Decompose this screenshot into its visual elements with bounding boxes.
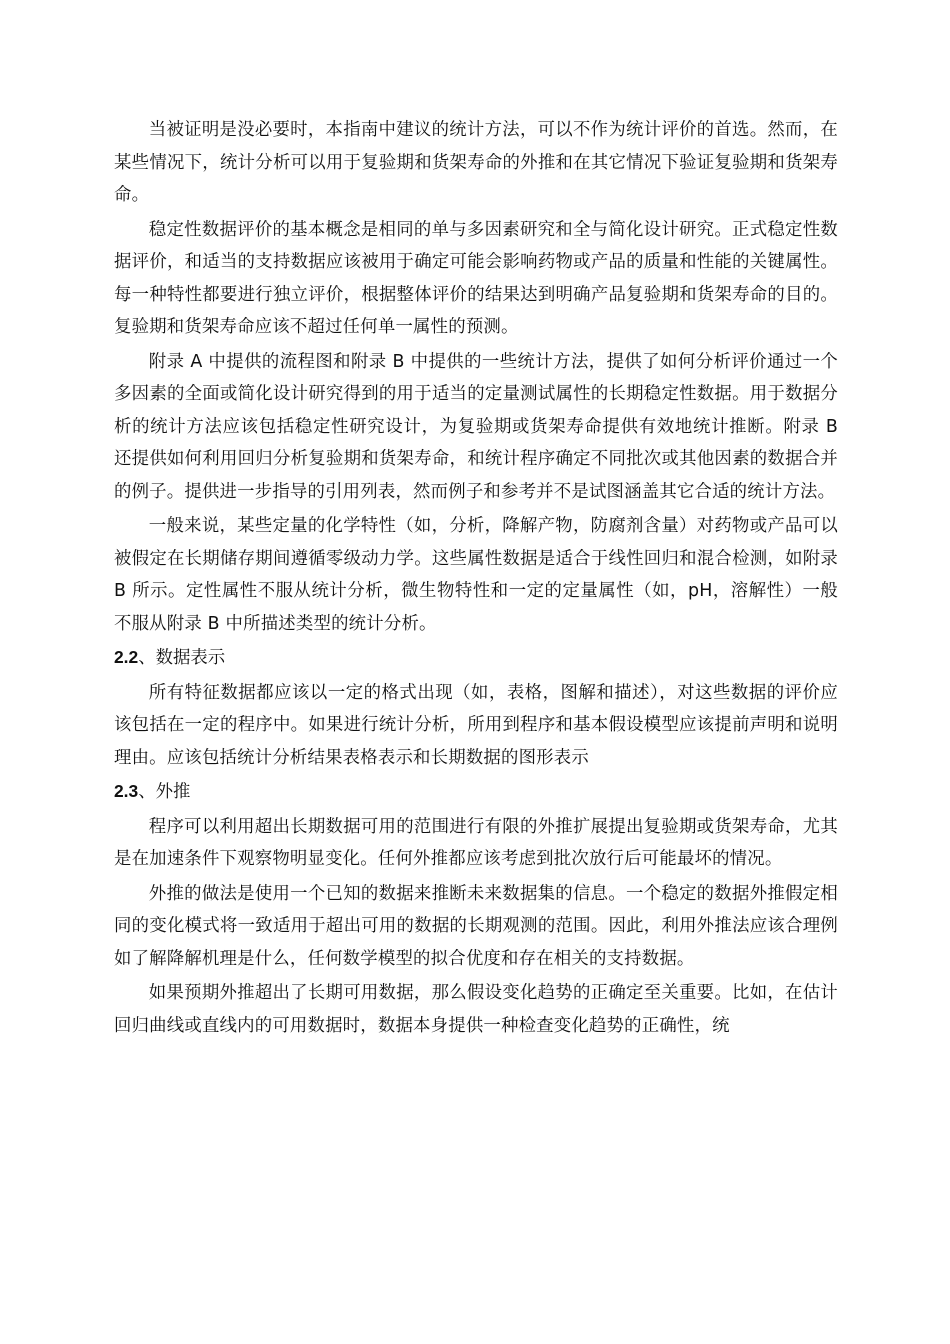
paragraph-zero-order-kinetics: 一般来说，某些定量的化学特性（如，分析，降解产物，防腐剂含量）对药物或产品可以被假定在长期储存期间遵循零级动力学。这些属性数据是适合于线性回归和混合检测，如附录 B 所示。定性属性不服从统计分析，微生物特性和一定的定量属性（如，pH，溶解性）一般不服从附录 B 中所描述类型的统计分析。 [114, 516, 838, 634]
paragraph-extrapolation-trend: 如果预期外推超出了长期可用数据，那么假设变化趋势的正确定至关重要。比如，在估计回归曲线或直线内的可用数据时，数据本身提供一种检查变化趋势的正确性，统 [114, 983, 838, 1036]
section-heading-extrapolation [114, 775, 838, 809]
paragraph-data-presentation: 所有特征数据都应该以一定的格式出现（如，表格，图解和描述），对这些数据的评价应该包括在一定的程序中。如果进行统计分析，所用到程序和基本假设模型应该提前声明和说明理由。应该包括统计分析结果表格表示和长期数据的图形表示 [114, 682, 838, 768]
section-number: 2.2 [114, 647, 139, 667]
paragraph-statistical-methods-intro: 当被证明是没必要时，本指南中建议的统计方法，可以不作为统计评价的首选。然而，在某些情况下，统计分析可以用于复验期和货架寿命的外推和在其它情况下验证复验期和货架寿命。 [114, 120, 838, 205]
section-heading-data-presentation [114, 641, 838, 675]
paragraph-evaluation-concept: 稳定性数据评价的基本概念是相同的单与多因素研究和全与简化设计研究。正式稳定性数据评价，和适当的支持数据应该被用于确定可能会影响药物或产品的质量和性能的关键属性。每一种特性都要进行独立评价，根据整体评价的结果达到明确产品复验期和货架寿命的目的。复验期和货架寿命应该不超过任何单一属性的预测。 [114, 219, 838, 337]
section-number: 2.3 [114, 781, 139, 801]
paragraph-appendix-references: 附录 A 中提供的流程图和附录 B 中提供的一些统计方法，提供了如何分析评价通过一个多因素的全面或简化设计研究得到的用于适当的定量测试属性的长期稳定性数据。用于数据分析的统计方法应该包括稳定性研究设计，为复验期或货架寿命提供有效地统计推断。附录 B 还提供如何利用回归分析复验期和货架寿命，和统计程序确定不同批次或其他因素的数据合并的例子。提供进一步指导的引用列表，然而例子和参考并不是试图涵盖其它合适的统计方法。 [114, 351, 838, 502]
section-title: 、外推 [138, 782, 191, 802]
paragraph-extrapolation-definition: 外推的做法是使用一个已知的数据来推断未来数据集的信息。一个稳定的数据外推假定相同的变化模式将一致适用于超出可用的数据的长期观测的范围。因此，利用外推法应该合理例如了解降解机理是什么，任何数学模型的拟合优度和存在相关的支持数据。 [114, 883, 838, 969]
paragraph-extrapolation-scope: 程序可以利用超出长期数据可用的范围进行有限的外推扩展提出复验期或货架寿命，尤其是在加速条件下观察物明显变化。任何外推都应该考虑到批次放行后可能最坏的情况。 [114, 816, 838, 869]
document-page [114, 114, 838, 1042]
section-title: 、数据表示 [138, 648, 226, 668]
